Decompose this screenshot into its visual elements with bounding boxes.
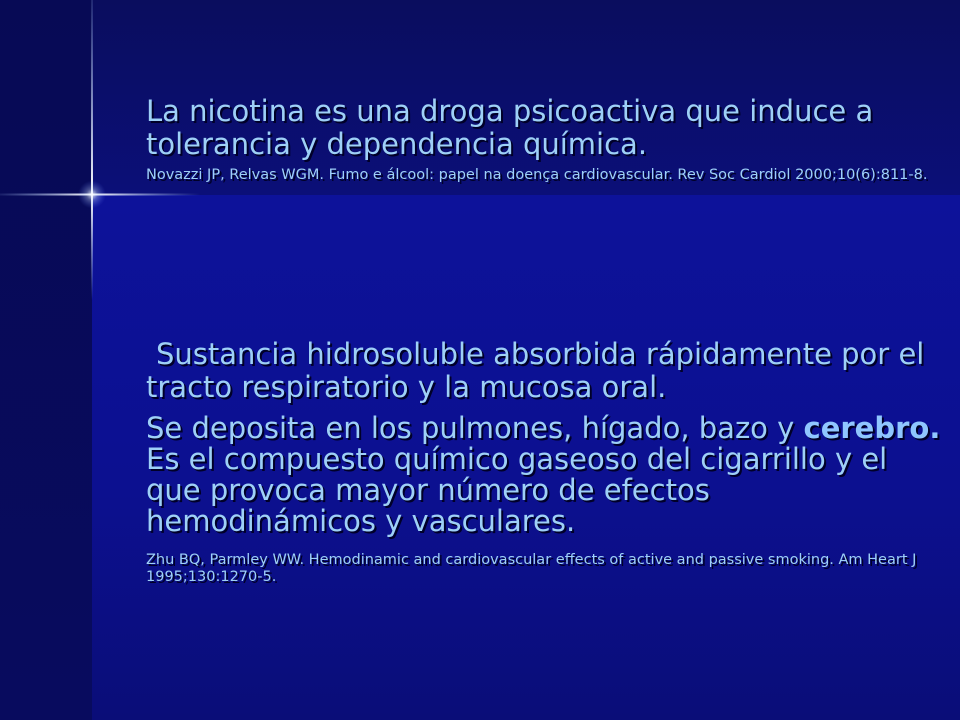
heading: La nicotina es una droga psicoactiva que induce a tolerancia y dependencia química. bbox=[146, 94, 874, 161]
citation-2: Zhu BQ, Parmley WW. Hemodinamic and cardiovascular effects of active and passive smoking. Am Heart J 1995;130:1270-5. bbox=[146, 552, 917, 585]
paragraph-2-end: Es el compuesto químico gaseoso del cigarrillo y el que provoca mayor número de efectos hemodinámicos y vasculares. bbox=[146, 442, 888, 538]
paragraph-1 bbox=[146, 338, 936, 404]
paragraph-2 bbox=[146, 413, 946, 537]
paragraph-1-text: Sustancia hidrosoluble absorbida rápidamente por el tracto respiratorio y la mucosa oral. bbox=[146, 337, 925, 404]
citation-1: Novazzi JP, Relvas WGM. Fumo e álcool: papel na doença cardiovascular. Rev Soc Cardiol 2000;10(6):811-8. bbox=[146, 167, 928, 183]
paragraph-2-start: Se deposita en los pulmones, hígado, bazo y bbox=[146, 411, 804, 445]
paragraph-2-emphasis: cerebro. bbox=[803, 411, 941, 445]
